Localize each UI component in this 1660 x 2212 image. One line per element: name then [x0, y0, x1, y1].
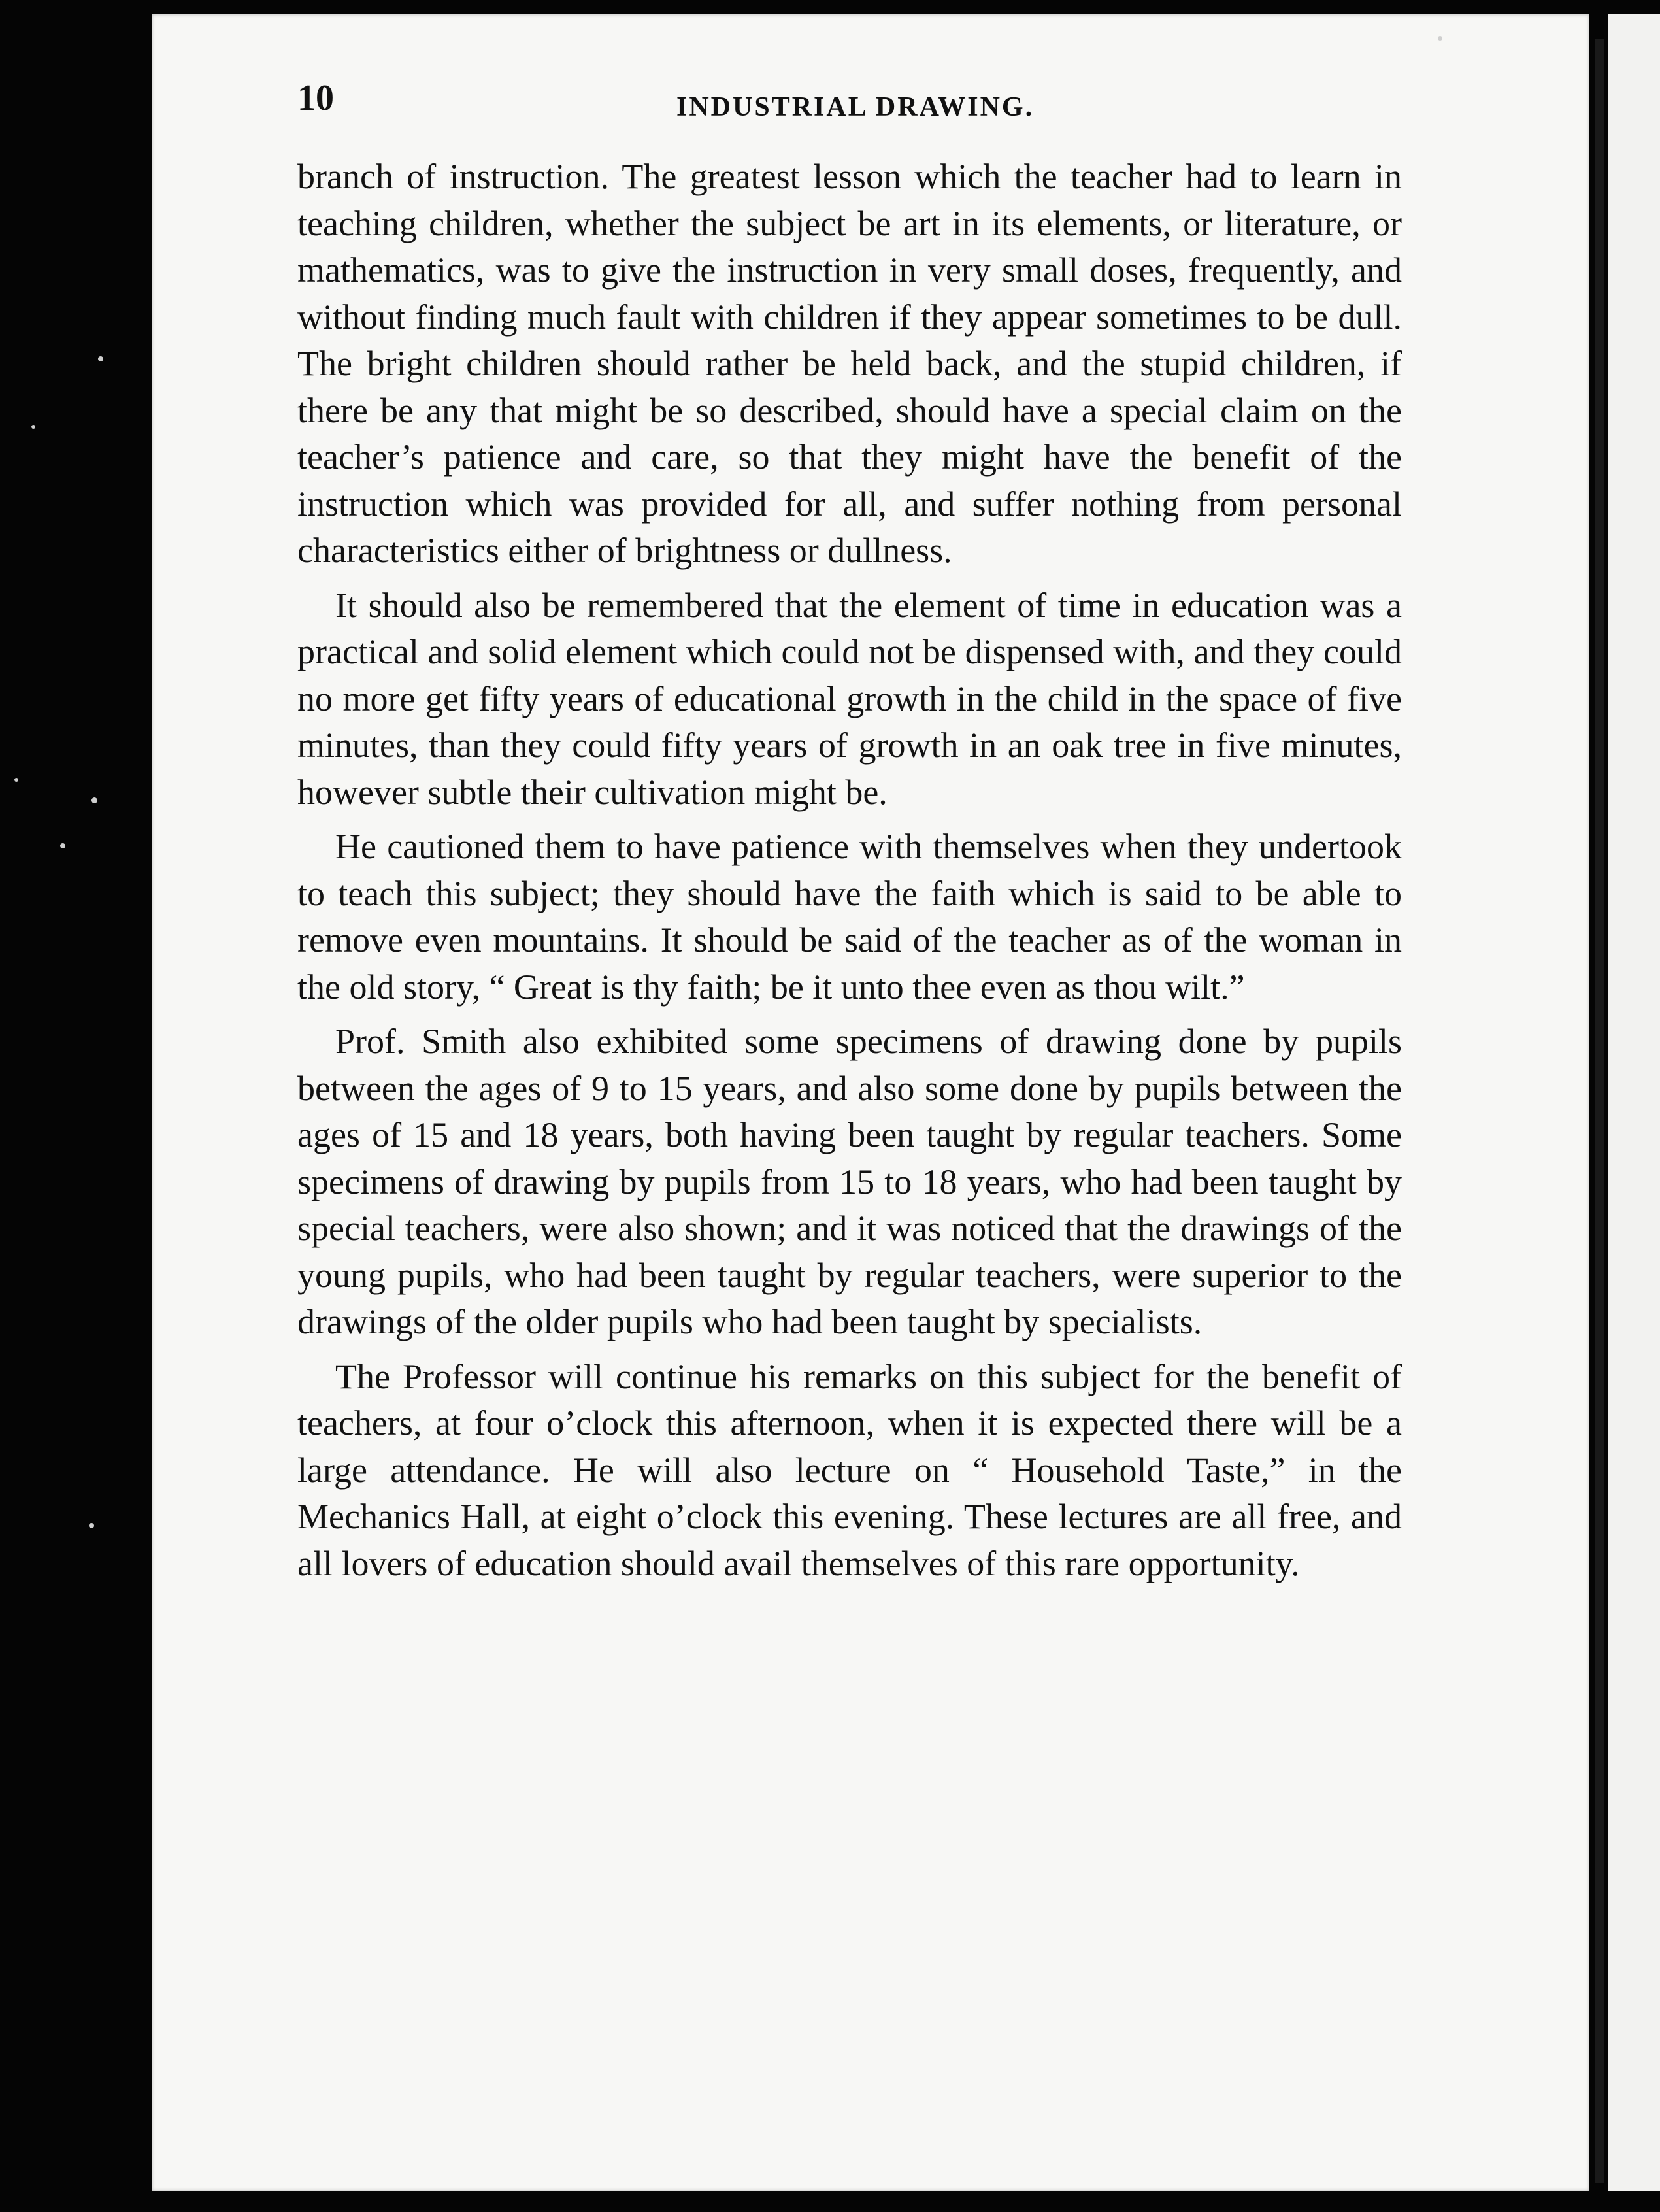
facing-page-edge: [1608, 14, 1660, 2191]
scan-speck: [60, 843, 65, 848]
scan-speck: [31, 425, 35, 429]
paragraph: branch of instruction. The greatest lesson which the teacher had to learn in teaching children, whether the subject be art in its elements, or literature, or mathematics, was to give the instruction in very small doses, frequently, and without finding much fault with children if they appear sometimes to be dull. The bright children should rather be held back, and the stupid children, if there be any that might be so described, should have a special claim on the teacher’s patience and care, so that they might have the benefit of the instruction which was provided for all, and suffer nothing from personal characteristics either of brightness or dullness.: [297, 157, 1402, 570]
scan-speck: [89, 1523, 94, 1528]
page-number: 10: [297, 78, 334, 118]
paragraph: It should also be remembered that the element of time in education was a practical and solid element which could not be dispensed with, and they could no more get fifty years of educational growth in the child in the space of five minutes, than they could fifty years of growth in an oak tree in five minutes, however subtle their cultivation might be.: [297, 585, 1402, 812]
running-head: INDUSTRIAL DRAWING.: [676, 92, 1035, 122]
scan-speck: [98, 356, 103, 361]
page-gutter-shadow: [1595, 39, 1604, 2183]
scan-speck: [14, 778, 18, 782]
paragraph: Prof. Smith also exhibited some specimens of drawing done by pupils between the ages of 9 to 15 years, and also some done by pupils between the ages of 15 and 18 years, both having been taught by regular teachers. Some specimens of drawing by pupils from 15 to 18 years, who had been taught by special teachers, were also shown; and it was noticed that the drawings of the young pupils, who had been taught by regular teachers, were superior to the drawings of the older pupils who had been taught by specialists.: [297, 1022, 1402, 1341]
scan-speck: [91, 797, 97, 803]
paragraph: The Professor will continue his remarks on this subject for the benefit of teachers, at four o’clock this afternoon, when it is expected there will be a large attendance. He will also lecture on “ Household Taste,” in the Mechanics Hall, at eight o’clock this evening. These lectures are all free, and all lovers of education should avail themselves of this rare opportunity.: [297, 1356, 1402, 1583]
body-text: [297, 154, 1402, 1587]
paragraph: He cautioned them to have patience with themselves when they undertook to teach this subject; they should have the faith which is said to be able to remove even mountains. It should be said of the teacher as of the woman in the old story, “ Great is thy faith; be it unto thee even as thou wilt.”: [297, 827, 1402, 1007]
scan-speck: [1438, 36, 1442, 41]
